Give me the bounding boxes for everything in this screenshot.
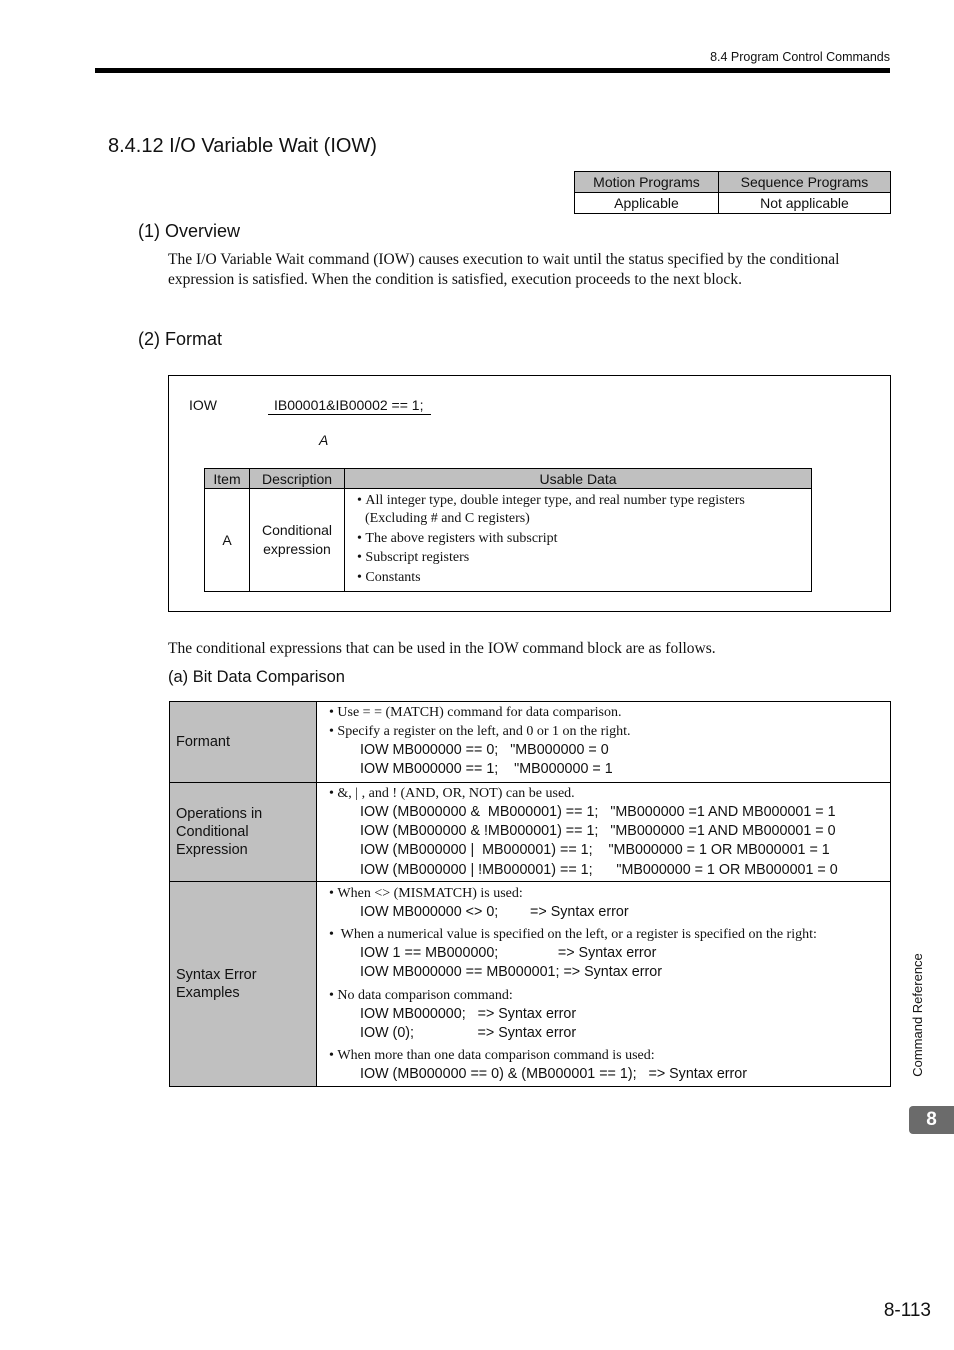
bullet-text: • &, | , and ! (AND, OR, NOT) can be used. xyxy=(329,784,890,803)
applicability-header-sequence: Sequence Programs xyxy=(718,172,890,193)
side-tab-text: Command Reference xyxy=(910,953,925,1077)
usable-data-item: • Constants xyxy=(354,569,806,587)
format-keyword: IOW xyxy=(189,397,217,413)
row-content xyxy=(317,783,891,882)
example-line: IOW MB000000 == MB000001; => Syntax error xyxy=(360,964,662,981)
usable-data-item: • Subscript registers xyxy=(354,549,806,567)
overview-heading: (1) Overview xyxy=(138,221,241,241)
applicability-header-motion: Motion Programs xyxy=(575,172,719,193)
chapter-badge: 8 xyxy=(909,1106,954,1134)
bit-comparison-heading: (a) Bit Data Comparison xyxy=(168,668,345,686)
row-label: Operations in Conditional Expression xyxy=(170,783,317,882)
format-heading: (2) Format xyxy=(138,329,223,349)
row-label: Syntax Error Examples xyxy=(170,882,317,1087)
bullet-text: • No data comparison command: xyxy=(329,986,890,1005)
bullet-text: • Use = = (MATCH) command for data comparison. xyxy=(329,703,890,722)
applicability-table xyxy=(574,171,891,214)
example-line: IOW MB000000 <> 0; => Syntax error xyxy=(360,904,629,920)
usable-data-item: • All integer type, double integer type, and real number type registers (Excluding # and C registers) xyxy=(354,492,806,528)
applicability-value-sequence: Not applicable xyxy=(718,193,890,214)
applicability-value-motion: Applicable xyxy=(575,193,719,214)
section-title: 8.4.12 I/O Variable Wait (IOW) xyxy=(108,135,377,157)
example-line: IOW (MB000000 & MB000001) == 1; "MB000000 =1 AND MB000001 = 1 xyxy=(360,804,836,820)
example-line: IOW (0); => Syntax error xyxy=(360,1024,577,1041)
description-cell: Conditional expression xyxy=(250,489,345,592)
format-expression: IB00001&IB00002 == 1; xyxy=(274,397,424,413)
intro-text: The conditional expressions that can be used in the IOW command block are as follows. xyxy=(168,640,716,657)
row-content xyxy=(317,702,891,783)
format-marker: A xyxy=(319,432,329,448)
bullet-text: • When a numerical value is specified on the left, or a register is specified on the right: xyxy=(329,925,890,944)
format-item-table xyxy=(204,468,812,592)
item-header: Item xyxy=(205,469,250,489)
bullet-text: • Specify a register on the left, and 0 or 1 on the right. xyxy=(329,722,890,741)
usable-data-header: Usable Data xyxy=(345,469,812,489)
example-line: IOW (MB000000 & !MB000001) == 1; "MB000000 =1 AND MB000001 = 0 xyxy=(360,823,836,840)
header-rule xyxy=(95,68,890,73)
row-content xyxy=(317,882,891,1087)
usable-data-item: • The above registers with subscript xyxy=(354,530,806,548)
example-line: IOW (MB000000 == 0) & (MB000001 == 1); => Syntax error xyxy=(360,1066,748,1083)
example-line: IOW MB000000 == 0; "MB000000 = 0 xyxy=(360,742,609,758)
example-line: IOW MB000000; => Syntax error xyxy=(360,1005,577,1022)
item-cell: A xyxy=(205,489,250,592)
page-number: 8-113 xyxy=(883,1300,931,1321)
side-tab-label xyxy=(904,945,932,1085)
row-label: Formant xyxy=(170,702,317,783)
bit-comparison-table xyxy=(169,701,891,1087)
example-line: IOW MB000000 == 1; "MB000000 = 1 xyxy=(360,761,613,778)
example-line: IOW (MB000000 | MB000001) == 1; "MB000000 = 1 OR MB000001 = 1 xyxy=(360,842,830,859)
description-header: Description xyxy=(250,469,345,489)
bullet-text: • When <> (MISMATCH) is used: xyxy=(329,884,890,903)
example-line: IOW (MB000000 | !MB000001) == 1; "MB000000 = 1 OR MB000001 = 0 xyxy=(360,861,838,878)
running-header: 8.4 Program Control Commands xyxy=(710,50,890,64)
example-line: IOW 1 == MB000000; => Syntax error xyxy=(360,945,657,962)
bullet-text: • When more than one data comparison command is used: xyxy=(329,1046,890,1065)
overview-text: The I/O Variable Wait command (IOW) causes execution to wait until the status specified by the conditional expression is satisfied. When the condition is satisfied, execution proceeds to the next block. xyxy=(168,251,840,288)
format-underline xyxy=(268,414,431,415)
usable-data-cell xyxy=(345,489,812,592)
